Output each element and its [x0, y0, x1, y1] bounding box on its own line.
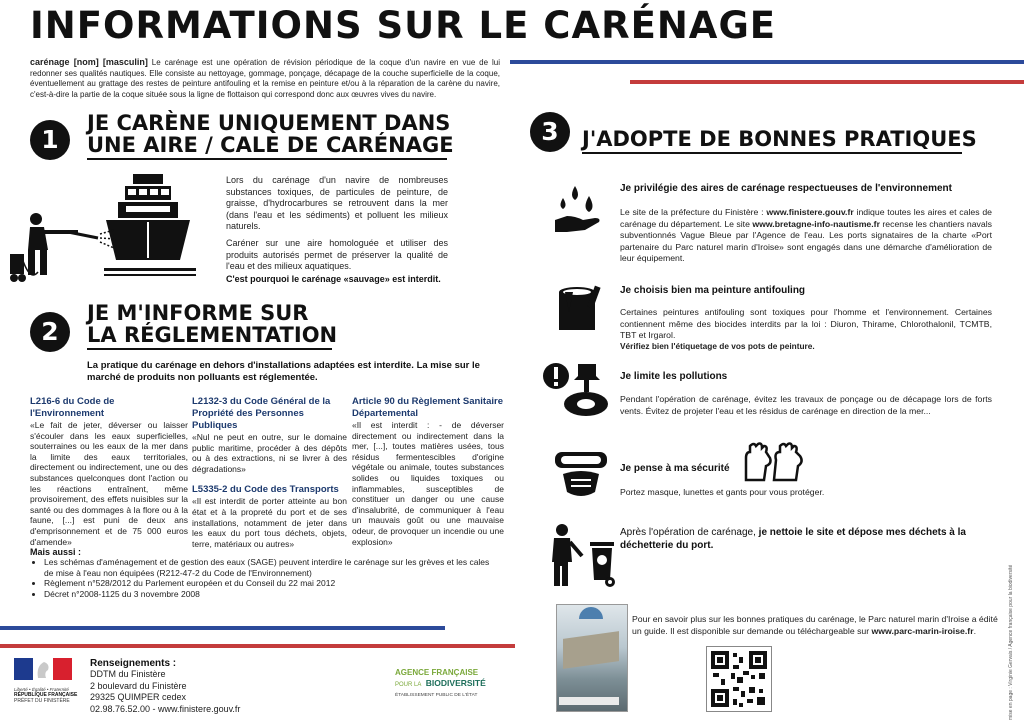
contact-block: [90, 658, 310, 715]
agency-line1: AGENCE FRANÇAISE: [395, 668, 479, 677]
practice3-heading: Je limite les pollutions: [620, 371, 728, 382]
practice4-text: Portez masque, lunettes et gants pour vous protéger.: [620, 487, 825, 497]
agency-line2: POUR LA: [395, 682, 422, 688]
gov-prefect: PRÉFET DU FINISTÈRE: [14, 698, 70, 704]
section1-para2: Caréner sur une aire homologuée et utiliser des produits autorisés permet de préserver la qualité de l'eau et des milieux aquatiques.: [226, 238, 448, 271]
guide-text: [632, 614, 998, 637]
practice1-text-a: Le site de la préfecture du Finistère :: [620, 207, 767, 217]
reg-col1: [30, 396, 188, 547]
contact-label: Renseignements :: [90, 658, 177, 669]
also-item: • Les schémas d'aménagement et de gestion des eaux (SAGE) peuvent interdire le carénage sur les grèves et les cales de mise à l'eau non équipées (R212-47-2 du Code de l'Environnement): [44, 557, 500, 578]
reg-col2-text: «Nul ne peut en outre, sur le domaine public maritime, procéder à des dépôts ou à des extractions, ni se livrer à des dégradations»: [192, 432, 347, 474]
definition: [30, 57, 500, 100]
practice5-text-a: Après l'opération de carénage,: [620, 527, 759, 538]
reg-col3-title: Article 90 du Règlement Sanitaire Départemental: [352, 396, 503, 419]
stripe-blue-bottom: [0, 626, 445, 630]
safety-mask-goggles-icon: [553, 446, 609, 500]
gov-motto: Liberté • Égalité • Fraternité: [14, 687, 69, 692]
also-block: [30, 547, 500, 599]
section2-title-line2: LA RÉGLEMENTATION: [87, 323, 338, 347]
reg-col3: [352, 396, 504, 547]
practice3-text: Pendant l'opération de carénage, évitez les travaux de ponçage ou de décapage lors de forts vents. Évitez de projeter l'eau et les résidus de carénage en direction de la mer...: [620, 394, 992, 416]
section2-title-line1: JE M'INFORME SUR: [87, 301, 309, 325]
section1-para1: Lors du carénage d'un navire de nombreuses substances toxiques, de particules de peinture, de graisse, d'hydrocarbures se retrouvent dans la mer (dans l'eau et les sédiments) et polluent les milieux naturels.: [226, 175, 448, 231]
practice4-heading: Je pense à ma sécurité: [620, 463, 730, 474]
reg-col3-text: «Il est interdit : - de déverser directement ou indirectement dans la mer, [...], toutes matières usées, tous résidus fermentescibles d'origine végétale ou animale, toutes substances solides ou liquides toxiques ou inflammables, susceptibles de constituer un danger ou une cause d'insalubrité, de communiquer à l'eau un mauvais goût ou une mauvaise odeur, de provoquer un incendie ou une explosion»: [352, 420, 504, 547]
reg-col2-title: L2132-3 du Code Général de la Propriété des Personnes Publiques: [192, 396, 331, 431]
section2-intro: La pratique du carénage en dehors d'installations adaptées est interdite. La mise sur le marché de produits non polluants est réglementée.: [87, 360, 480, 383]
marianne-flag-icon: [14, 658, 72, 680]
reg-col2: [192, 396, 347, 549]
section1-badge: 1: [30, 120, 70, 160]
reg-col1-title: L216-6 du Code de l'Environnement: [30, 396, 115, 419]
also-label: Mais aussi :: [30, 547, 82, 557]
agency-logo: [395, 668, 515, 698]
contact-line: 02.98.76.52.00 - www.finistere.gouv.fr: [90, 703, 241, 714]
paint-pot-icon: [555, 284, 603, 334]
qr-code-icon: [707, 647, 771, 711]
waste-bin-person-icon: [548, 522, 618, 588]
agency-sub: ÉTABLISSEMENT PUBLIC DE L'ÉTAT: [395, 693, 478, 698]
side-credit: mise en page : Virginie Gervais / Agence française pour la biodiversité: [1008, 564, 1014, 720]
gov-logo: [14, 658, 84, 704]
section1-title-line1: JE CARÈNE UNIQUEMENT DANS: [87, 111, 451, 135]
also-item: • Décret n°2008-1125 du 3 novembre 2008: [44, 589, 500, 600]
practice1-link1[interactable]: www.finistere.gouv.fr: [766, 207, 854, 217]
section1-rule: [87, 158, 447, 160]
contact-line: DDTM du Finistère: [90, 669, 166, 679]
practice1-heading: Je privilégie des aires de carénage respectueuses de l'environnement: [620, 183, 952, 194]
also-item: • Règlement n°528/2012 du Parlement européen et du Conseil du 22 mai 2012: [44, 578, 500, 589]
guide-link[interactable]: www.parc-marin-iroise.fr: [871, 625, 974, 636]
gov-name: RÉPUBLIQUE FRANÇAISE: [14, 692, 78, 698]
pollution-warning-icon: [540, 360, 612, 420]
practice5-text: [620, 526, 985, 552]
section2-rule: [87, 348, 332, 350]
definition-term: carénage [nom] [masculin]: [30, 57, 148, 67]
practice2-heading: Je choisis bien ma peinture antifouling: [620, 285, 806, 296]
definition-text: Le carénage est une opération de révision périodique de la coque d'un navire en vue de lui redonner ses qualités nautiques. Elle consiste au nettoyage, gommage, ponçage, décapage de la couche superficielle de la coque, éventuellement au grattage des restes de peinture antifouling et la remise en peinture et/ou à la réparation de la carène du navire, c'est-à-dire la partie de la coque située sous la ligne de flottaison qui correspond donc aux œuvres vives du navire.: [30, 58, 500, 99]
guide-text-b: .: [973, 625, 976, 636]
practice1-text-c: recense les chantiers navals subventionnés Vague Bleue par l'Agence de l'eau. Les ports signataires de la charte «Port partenaire du Parc naturel marin d'Iroise» sont engagés dans une démarche d'amélioration de leur équipement.: [620, 218, 992, 263]
practice1-link2[interactable]: www.bretagne-info-nautisme.fr: [752, 218, 880, 229]
reg-col1-text: «Le fait de jeter, déverser ou laisser s'écouler dans les eaux superficielles, souterraines ou les eaux de la mer dans la limite des eaux territoriales, directement ou indirectement, une ou des substances quelconques dont l'action ou les réactions entraînent, même provisoirement, des effets nuisibles sur la santé ou des dommages à la flore ou à la faune, [...] est puni de deux ans d'emprisonnement et de 75 000 euros d'amende»: [30, 420, 188, 547]
practice1-text-b: indique toutes les aires et cales de carénage du département. Le site: [620, 207, 992, 229]
page-title: INFORMATIONS SUR LE CARÉNAGE: [30, 4, 777, 47]
reg-col2b-title: L5335-2 du Code des Transports: [192, 484, 339, 496]
hand-water-drops-icon: [553, 182, 609, 238]
pressure-washer-boat-icon: [8, 172, 208, 287]
section1-title-line2: UNE AIRE / CALE DE CARÉNAGE: [87, 133, 454, 157]
qr-code[interactable]: [706, 646, 772, 712]
practice1-text: [620, 207, 992, 265]
practice2-emphasis: Vérifiez bien l'étiquetage de vos pots de peinture.: [620, 341, 815, 351]
guide-cover-image: [556, 604, 628, 712]
guide-text-a: Pour en savoir plus sur les bonnes pratiques du carénage, le Parc naturel marin d'Iroise a édité un guide. Il est disponible sur demande ou téléchargeable sur: [632, 614, 998, 636]
stripe-red-top: [630, 80, 1024, 84]
section1-para3: C'est pourquoi le carénage «sauvage» est interdit.: [226, 274, 441, 284]
section2-badge: 2: [30, 312, 70, 352]
stripe-blue-top: [510, 60, 1024, 64]
stripe-red-bottom: [0, 644, 515, 648]
section3-badge: 3: [530, 112, 570, 152]
reg-col2b-text: «Il est interdit de porter atteinte au bon état et à la propreté du port et de ses installations, notamment de jeter dans les eaux du port tous déchets, objets, terre, matériaux ou autres»: [192, 496, 347, 549]
practice2-text: Certaines peintures antifouling sont toxiques pour l'homme et l'environnement. Certaines contiennent même des biocides interdits par la loi : Diuron, Thirame, Chlorothalonil, TCMTB, TBT et Irgarol.: [620, 307, 992, 340]
agency-line3: BIODIVERSITÉ: [425, 678, 486, 688]
section3-rule: [582, 152, 962, 154]
contact-line: 29325 QUIMPER cedex: [90, 692, 187, 702]
contact-line: 2 boulevard du Finistère: [90, 680, 187, 691]
section3-title: J'ADOPTE DE BONNES PRATIQUES: [582, 127, 977, 151]
practice5-emphasis: je nettoie le site et dépose mes déchets à la déchetterie du port.: [620, 527, 966, 551]
